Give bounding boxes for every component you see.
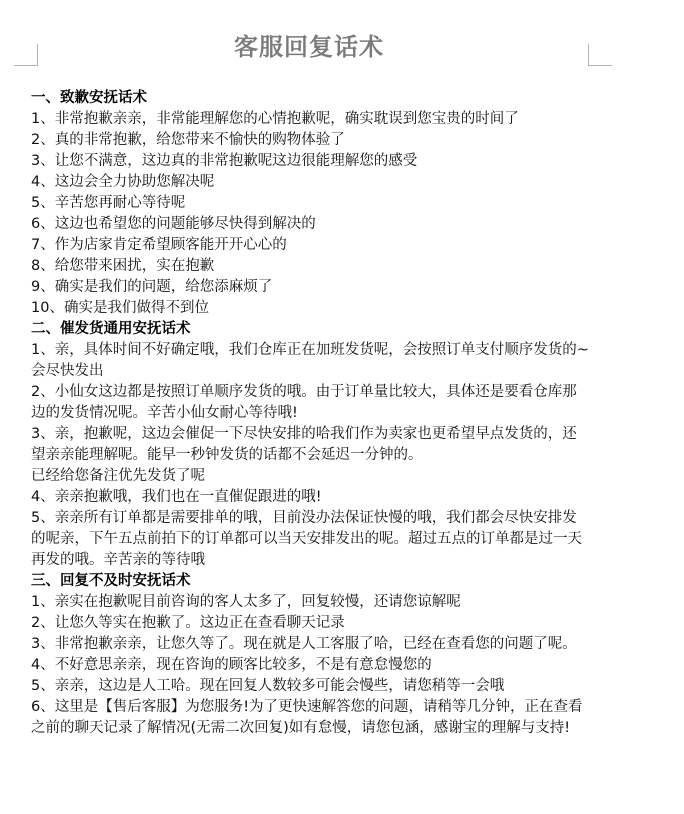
list-item: 8、给您带来困扰，实在抱歉 xyxy=(31,258,215,274)
list-item: 5、亲亲，这边是人工哈。现在回复人数较多可能会慢些，请您稍等一会哦 xyxy=(31,678,505,694)
list-item: 6、这边也希望您的问题能够尽快得到解决的 xyxy=(31,216,316,232)
crop-mark-top-left xyxy=(14,65,38,66)
list-item: 2、让您久等实在抱歉了。这边正在查看聊天记录 xyxy=(31,615,345,631)
list-item: 3、非常抱歉亲亲，让您久等了。现在就是人工客服了哈，已经在查看您的问题了呢。 xyxy=(31,636,577,652)
list-item: 3、让您不满意，这边真的非常抱歉呢这边很能理解您的感受 xyxy=(31,153,418,169)
document-title: 客服回复话术 xyxy=(234,32,384,61)
list-item: 已经给您备注优先发货了呢 xyxy=(31,468,205,484)
section-heading: 三、回复不及时安抚话术 xyxy=(31,573,191,589)
list-item: 5、亲亲所有订单都是需要排单的哦，目前没办法保证快慢的哦，我们都会尽快安排发的呢亲，下午五点前拍下的订单都可以当天安排发出的呢。超过五点的订单都是过一天再发的哦。辛苦亲的等待哦 xyxy=(31,510,582,568)
list-item: 9、确实是我们的问题，给您添麻烦了 xyxy=(31,279,273,295)
list-item: 4、这边会全力协助您解决呢 xyxy=(31,174,215,190)
list-item: 1、亲实在抱歉呢目前咨询的客人太多了，回复较慢，还请您谅解呢 xyxy=(31,594,461,610)
list-item: 1、亲，具体时间不好确定哦，我们仓库正在加班发货呢，会按照订单支付顺序发货的~会尽快发出 xyxy=(31,342,589,379)
list-item: 3、亲，抱歉呢，这边会催促一下尽快安排的哈我们作为卖家也更希望早点发货的，还望亲亲能理解呢。能早一秒钟发货的话都不会延迟一分钟的。 xyxy=(31,426,577,463)
list-item: 4、亲亲抱歉哦，我们也在一直催促跟进的哦! xyxy=(31,489,322,505)
list-item: 10、确实是我们做得不到位 xyxy=(31,300,209,316)
list-item: 4、不好意思亲亲，现在咨询的顾客比较多，不是有意怠慢您的 xyxy=(31,657,432,673)
document-body xyxy=(31,88,591,739)
list-item: 6、这里是【售后客服】为您服务!为了更快速解答您的问题，请稍等几分钟，正在查看之前的聊天记录了解情况(无需二次回复)如有怠慢，请您包涵，感谢宝的理解与支持! xyxy=(31,699,583,736)
list-item: 2、小仙女这边都是按照订单顺序发货的哦。由于订单量比较大，具体还是要看仓库那边的发货情况呢。辛苦小仙女耐心等待哦! xyxy=(31,384,577,421)
list-item: 2、真的非常抱歉，给您带来不愉快的购物体验了 xyxy=(31,132,345,148)
list-item: 5、辛苦您再耐心等待呢 xyxy=(31,195,186,211)
crop-mark-top-right xyxy=(588,65,612,66)
section-heading: 二、催发货通用安抚话术 xyxy=(31,321,191,337)
list-item: 1、非常抱歉亲亲，非常能理解您的心情抱歉呢，确实耽误到您宝贵的时间了 xyxy=(31,111,519,127)
section-heading: 一、致歉安抚话术 xyxy=(31,90,147,106)
list-item: 7、作为店家肯定希望顾客能开开心心的 xyxy=(31,237,287,253)
